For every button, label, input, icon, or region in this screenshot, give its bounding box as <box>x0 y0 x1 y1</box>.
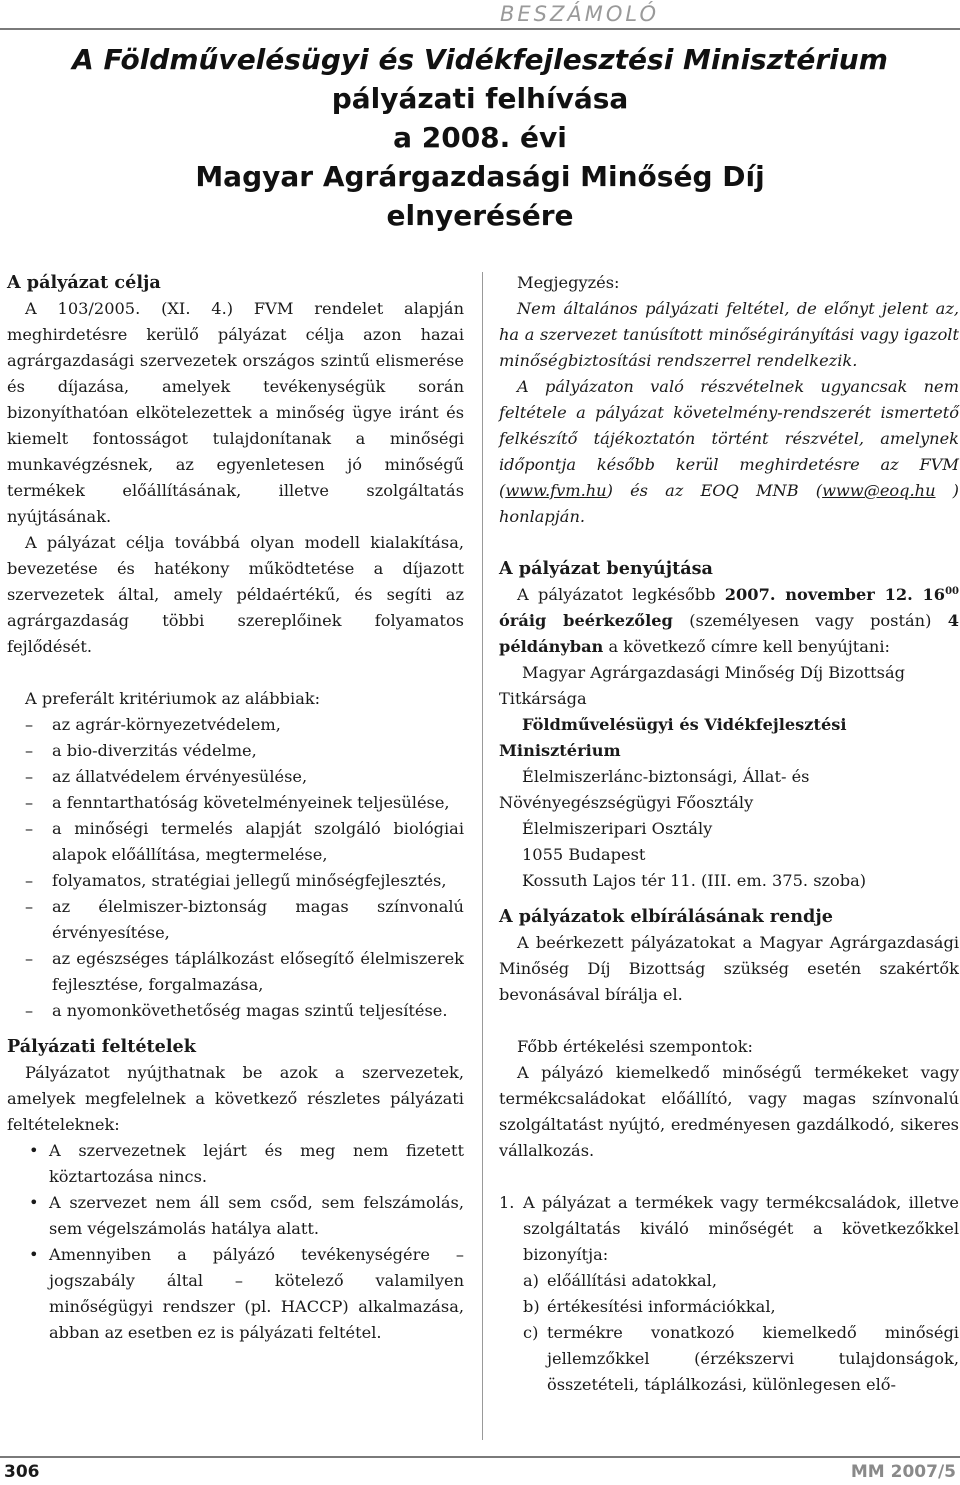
list-item <box>7 1190 464 1242</box>
bullet-mark: • <box>29 1245 39 1264</box>
list-item <box>523 1268 959 1294</box>
note-text: ) honlapján. <box>499 481 959 526</box>
dash-mark: – <box>25 897 34 916</box>
note-text: A pályázaton való részvételnek ugyancsak nem feltétele a pályázat követelmény-rendszerét ismertető felkészítő tájékoztatón történt részvétel, amelynek időpontja később kerül meghirdetésre az FVM ( <box>499 377 959 500</box>
evaluation-paragraph-1: A beérkezett pályázatokat a Magyar Agrárgazdasági Minőség Díj Bizottság szükség esetén szakértők bevonásával bírálja el. <box>499 933 959 1004</box>
list-item-text: Amennyiben a pályázó tevékenységére – jogszabály által – kötelező valamilyen minőségügyi rendszer (pl. HACCP) alkalmazása, abban az esetben ez is pályázati feltétel. <box>49 1245 464 1342</box>
submission-paragraph <box>499 582 959 660</box>
list-item-text: a fenntarthatóság követelményeinek teljesülése, <box>52 793 450 812</box>
dash-mark: – <box>25 715 34 734</box>
title-line-3: a 2008. évi <box>393 121 567 154</box>
heading-evaluation: A pályázatok elbírálásának rendje <box>499 906 833 927</box>
list-item <box>7 998 464 1024</box>
note-text: ) és az EOQ MNB ( <box>606 481 823 500</box>
list-item <box>7 790 464 816</box>
evaluation-paragraph-2: A pályázó kiemelkedő minőségű termékeket vagy termékcsaládokat előállító, vagy magas színvonalú szolgáltatást nyújtó, eredményesen gazdálkodó, sikeres vállalkozás. <box>499 1063 959 1160</box>
title-line-5: elnyerésére <box>386 199 574 232</box>
right-column <box>499 270 959 1398</box>
submission-text: a következő címre kell benyújtani: <box>603 637 890 656</box>
page-title <box>0 40 960 235</box>
sublist-letter: a) <box>523 1271 539 1290</box>
note-label: Megjegyzés: <box>517 273 620 292</box>
list-item-text: a bio-diverzitás védelme, <box>52 741 257 760</box>
submission-deadline-hour: óráig beérkezőleg <box>499 611 673 630</box>
title-line-2: pályázati felhívása <box>331 82 629 115</box>
list-item-text: a minőségi termelés alapját szolgáló biológiai alapok előállítása, megtermelése, <box>52 819 464 864</box>
column-divider <box>482 272 483 1440</box>
sublist-letter: b) <box>523 1297 540 1316</box>
list-item <box>7 712 464 738</box>
evaluation-list <box>499 1190 959 1398</box>
submission-text: A pályázatot legkésőbb <box>517 585 725 604</box>
dash-mark: – <box>25 1001 34 1020</box>
list-item-text: értékesítési információkkal, <box>547 1297 776 1316</box>
list-item-text: A szervezetnek lejárt és meg nem fizetett köztartozása nincs. <box>49 1141 464 1186</box>
submission-deadline-minutes: 00 <box>945 586 959 597</box>
title-line-1: A Földművelésügyi és Vidékfejlesztési Minisztérium <box>72 43 888 76</box>
goal-paragraph-1: A 103/2005. (XI. 4.) FVM rendelet alapján meghirdetésre kerülő pályázat célja azon hazai agrárgazdasági szervezetek országos szintű elismerése és díjazása, amelyek tevékenységük során bizonyíthatóan elkötelezettek a minőség ügye iránt és kiemelt fontosságot tulajdonítanak a minőségi munkavégzésnek, az egyenletesen jó minőségű termékek előállításának, illetve szolgáltatás nyújtásának. <box>7 299 464 526</box>
fvm-link[interactable]: www.fvm.hu <box>505 481 607 500</box>
address-line: Élelmiszeripari Osztály <box>522 819 713 838</box>
dash-mark: – <box>25 741 34 760</box>
list-item <box>7 764 464 790</box>
list-item-text: az egészséges táplálkozást elősegítő élelmiszerek fejlesztése, forgalmazása, <box>52 949 464 994</box>
address-line: Magyar Agrárgazdasági Minőség Díj Bizottság Titkársága <box>499 663 905 708</box>
journal-issue: MM 2007/5 <box>850 1462 956 1482</box>
criteria-list <box>7 712 464 1024</box>
list-item <box>7 738 464 764</box>
submission-copies: 4 példányban <box>499 611 959 656</box>
title-line-4: Magyar Agrárgazdasági Minőség Díj <box>195 160 765 193</box>
eoq-link[interactable]: www@eoq.hu <box>822 481 936 500</box>
list-item <box>7 946 464 998</box>
dash-mark: – <box>25 793 34 812</box>
dash-mark: – <box>25 767 34 786</box>
list-item-text: az agrár-környezetvédelem, <box>52 715 281 734</box>
list-item-text: A pályázat a termékek vagy termékcsaládok, illetve szolgáltatás kiváló minőségét a következőkkel bizonyítja: <box>523 1193 959 1264</box>
bullet-mark: • <box>29 1193 39 1212</box>
list-item <box>7 816 464 868</box>
list-item <box>523 1294 959 1320</box>
list-item <box>7 1138 464 1190</box>
note-paragraph-1: Nem általános pályázati feltétel, de előnyt jelent az, ha a szervezet tanúsított minőségirányítási vagy igazolt minőségbiztosítási rendszerrel rendelkezik. <box>499 299 959 370</box>
sublist-letter: c) <box>523 1323 539 1342</box>
list-number: 1. <box>499 1193 515 1212</box>
submission-deadline: 2007. november 12. 16 <box>724 585 946 604</box>
address-line: Kossuth Lajos tér 11. (III. em. 375. szoba) <box>522 871 867 890</box>
heading-submission: A pályázat benyújtása <box>499 558 713 579</box>
list-item <box>7 1242 464 1346</box>
left-column <box>7 270 464 1346</box>
conditions-intro: Pályázatot nyújthatnak be azok a szervezetek, amelyek megfelelnek a következő részletes pályázati feltételeknek: <box>7 1063 464 1134</box>
submission-address <box>499 660 959 894</box>
list-item <box>7 868 464 894</box>
page-number: 306 <box>4 1462 40 1482</box>
list-item-text: A szervezet nem áll sem csőd, sem felszámolás, sem végelszámolás hatálya alatt. <box>49 1193 464 1238</box>
address-line: Élelmiszerlánc-biztonsági, Állat- és Növényegészségügyi Főosztály <box>499 767 810 812</box>
address-line: Földművelésügyi és Vidékfejlesztési Minisztérium <box>499 715 847 760</box>
criteria-intro: A preferált kritériumok az alábbiak: <box>25 689 321 708</box>
dash-mark: – <box>25 819 34 838</box>
goal-paragraph-2: A pályázat célja továbbá olyan modell kialakítása, bevezetése és hatékony működtetése a díjazott szervezetek által, amely példaértékű, és segíti az agrárgazdaság többi szereplőinek folyamatos fejlődését. <box>7 533 464 656</box>
list-item-text: az élelmiszer-biztonság magas színvonalú érvényesítése, <box>52 897 464 942</box>
heading-goal: A pályázat célja <box>7 272 161 293</box>
list-item-text: termékre vonatkozó kiemelkedő minőségi jellemzőkkel (érzékszervi tulajdonságok, összetételi, táplálkozási, különlegesen elő- <box>547 1323 959 1394</box>
note-paragraph-2 <box>499 374 959 530</box>
heading-conditions: Pályázati feltételek <box>7 1036 196 1057</box>
dash-mark: – <box>25 871 34 890</box>
evaluation-label: Főbb értékelési szempontok: <box>517 1037 753 1056</box>
submission-text: (személyesen vagy postán) <box>672 611 948 630</box>
evaluation-sublist <box>523 1268 959 1398</box>
section-label: BESZÁMOLÓ <box>500 2 659 26</box>
bullet-mark: • <box>29 1141 39 1160</box>
list-item-text: folyamatos, stratégiai jellegű minőségfejlesztés, <box>52 871 447 890</box>
list-item-text: a nyomonkövethetőség magas szintű teljesítése. <box>52 1001 448 1020</box>
dash-mark: – <box>25 949 34 968</box>
conditions-list <box>7 1138 464 1346</box>
list-item-text: előállítási adatokkal, <box>547 1271 717 1290</box>
list-item <box>523 1320 959 1398</box>
list-item <box>499 1190 959 1398</box>
list-item <box>7 894 464 946</box>
header-rule <box>0 28 960 30</box>
address-line: 1055 Budapest <box>522 845 646 864</box>
footer-rule <box>0 1456 960 1458</box>
list-item-text: az állatvédelem érvényesülése, <box>52 767 308 786</box>
